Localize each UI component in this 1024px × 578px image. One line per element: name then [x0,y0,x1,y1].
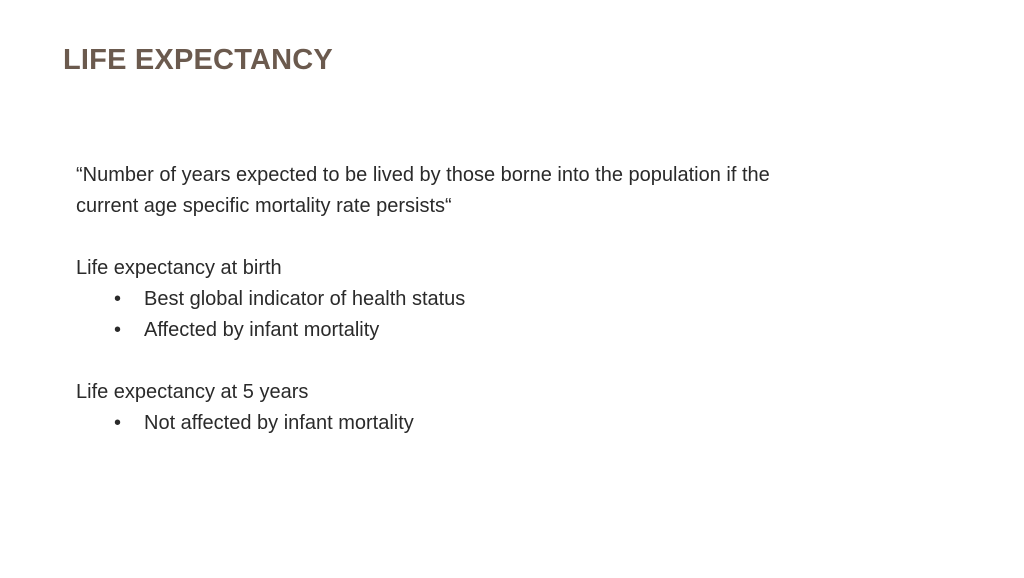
bullet-text: Not affected by infant mortality [144,412,414,434]
section-heading-5-years: Life expectancy at 5 years [76,381,309,403]
list-item [76,315,956,346]
definition-line-1: “Number of years expected to be lived by those borne into the population if the [76,164,770,186]
bullet-text: Best global indicator of health status [144,288,466,310]
slide-body [76,160,956,439]
slide-title: LIFE EXPECTANCY [63,44,333,76]
bullet-list-5-years [76,408,956,439]
spacer [76,222,956,253]
section-heading-birth: Life expectancy at birth [76,257,282,279]
spacer [76,346,956,377]
bullet-text: Affected by infant mortality [144,319,380,341]
bullet-icon: • [114,412,122,434]
bullet-list-birth [76,284,956,346]
definition-line-2: current age specific mortality rate persists“ [76,195,452,217]
bullet-icon: • [114,319,122,341]
bullet-icon: • [114,288,122,310]
list-item [76,408,956,439]
list-item [76,284,956,315]
